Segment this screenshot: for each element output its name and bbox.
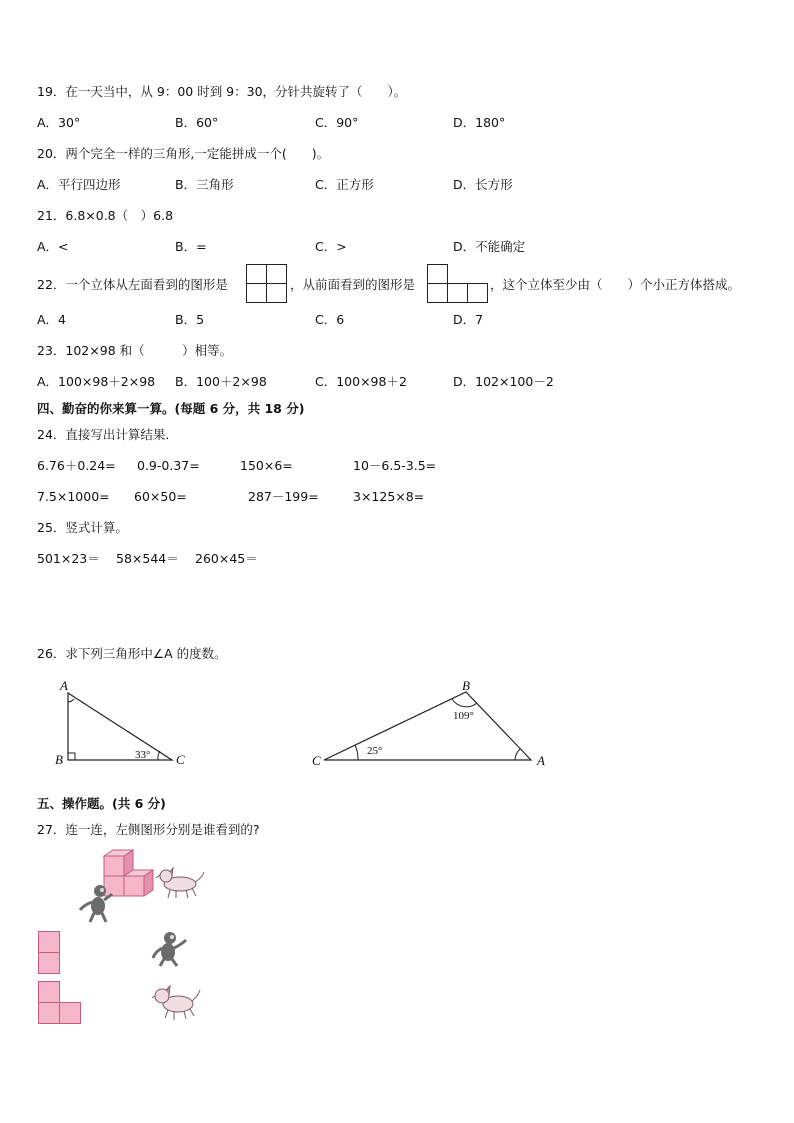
tri1-label-a: A (60, 678, 68, 693)
q22-option-a[interactable]: A．4 (37, 312, 67, 327)
section4-heading: 四、勤奋的你来算一算。(每题 6 分，共 18 分) (37, 401, 305, 416)
q20-option-c[interactable]: C．正方形 (315, 177, 374, 192)
q21-stem: 21．6.8×0.8（ ）6.8 (37, 208, 174, 223)
view-figure-2 (38, 981, 84, 1025)
q24-r1c1: 6.76＋0.24= (37, 458, 116, 473)
view-figure-1 (38, 931, 62, 975)
q23-option-a[interactable]: A．100×98＋2×98 (37, 374, 156, 389)
cube-stack-figure (76, 850, 210, 928)
q20-stem: 20．两个完全一样的三角形,一定能拼成一个( )。 (37, 146, 330, 161)
q20-option-b[interactable]: B．三角形 (175, 177, 234, 192)
q24-r2c4: 3×125×8= (353, 489, 425, 504)
tri2-label-c: C (312, 753, 321, 768)
dog-icon[interactable] (150, 984, 202, 1024)
q23-option-d[interactable]: D．102×100－2 (453, 374, 554, 389)
tri1-label-c: C (176, 752, 185, 767)
q22-option-b[interactable]: B．5 (175, 312, 205, 327)
q21-option-c[interactable]: C．> (315, 239, 347, 254)
section5-heading: 五、操作题。(共 6 分) (37, 796, 166, 811)
q24-r2c3: 287－199= (248, 489, 319, 504)
q24-r1c3: 150×6= (240, 458, 293, 473)
q24-r1c4: 10－6.5-3.5= (353, 458, 437, 473)
q22-stem-part1: 22．一个立体从左面看到的图形是 (37, 277, 228, 292)
q23-stem: 23．102×98 和（ ）相等。 (37, 343, 233, 358)
triangle-2 (324, 692, 531, 760)
q19-option-d[interactable]: D．180° (453, 115, 506, 130)
q24-r1c2: 0.9-0.37= (137, 458, 200, 473)
q21-option-a[interactable]: A．< (37, 239, 69, 254)
q21-option-b[interactable]: B．= (175, 239, 207, 254)
dog-icon (156, 868, 204, 898)
q21-option-d[interactable]: D．不能确定 (453, 239, 526, 254)
q24-r2c1: 7.5×1000= (37, 489, 110, 504)
q22-option-c[interactable]: C．6 (315, 312, 345, 327)
tri2-label-a: A (537, 753, 545, 768)
q20-option-d[interactable]: D．长方形 (453, 177, 513, 192)
q24-stem: 24．直接写出计算结果． (37, 427, 178, 442)
q19-option-b[interactable]: B．60° (175, 115, 219, 130)
tri1-label-b: B (55, 752, 63, 767)
tri2-angle-c: 25° (367, 745, 383, 757)
q19-stem: 19．在一天当中，从 9：00 时到 9：30，分针共旋转了（ ）。 (37, 84, 407, 99)
monkey-icon[interactable] (150, 928, 190, 968)
q23-option-b[interactable]: B．100＋2×98 (175, 374, 267, 389)
triangle-1 (68, 693, 172, 760)
q20-option-a[interactable]: A．平行四边形 (37, 177, 121, 192)
q22-option-d[interactable]: D．7 (453, 312, 484, 327)
q22-stem-part2: ，从前面看到的图形是 (290, 277, 416, 292)
q26-stem: 26．求下列三角形中∠A 的度数。 (37, 646, 227, 661)
tri2-label-b: B (462, 678, 470, 693)
q25-item-1: 501×23＝ (37, 551, 100, 566)
q19-option-a[interactable]: A．30° (37, 115, 81, 130)
q25-item-2: 58×544＝ (116, 551, 179, 566)
q25-item-3: 260×45＝ (195, 551, 258, 566)
q24-r2c2: 60×50= (134, 489, 187, 504)
q23-option-c[interactable]: C．100×98＋2 (315, 374, 407, 389)
q25-stem: 25．竖式计算。 (37, 520, 128, 535)
tri1-angle-c: 33° (135, 749, 151, 761)
tri2-angle-b: 109° (453, 710, 474, 722)
q22-stem-part3: ，这个立体至少由（ ）个小正方体搭成。 (490, 277, 741, 292)
q27-stem: 27．连一连，左侧图形分别是谁看到的? (37, 822, 260, 837)
q19-option-c[interactable]: C．90° (315, 115, 359, 130)
